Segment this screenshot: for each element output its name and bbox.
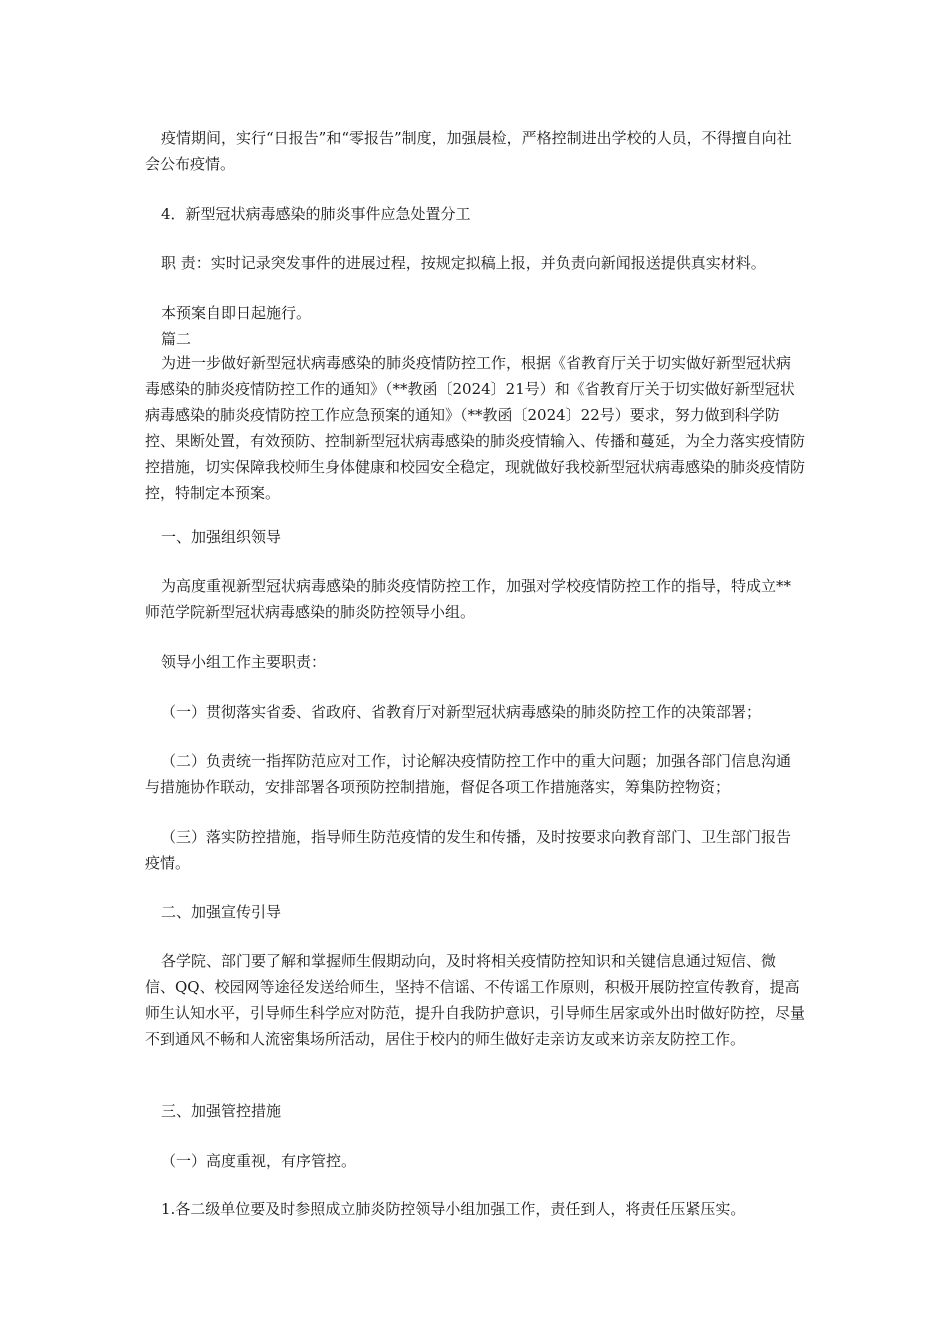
paragraph-orderly-control: （一）高度重视，有序管控。 xyxy=(161,1152,357,1170)
paragraph-publicity: 各学院、部门要了解和掌握师生假期动向，及时将相关疫情防控知识和关键信息通过短信、微信、QQ、校园网等途径发送给师生，坚持不信谣、不传谣工作原则，积极开展防控宣传教育，提高师生认知水平，引导师生科学应对防范，提升自我防护意识，引导师生居家或外出时做好防控，尽量不到通风不畅和人流密集场所活动，居住于校内的师生做好走亲访友或来访亲友防控工作。 xyxy=(145,952,806,1048)
paragraph-responsibility: 职 责：实时记录突发事件的进展过程，按规定拟稿上报，并负责向新闻报送提供真实材料。 xyxy=(161,254,766,272)
paragraph-group-duties: 领导小组工作主要职责： xyxy=(161,653,327,671)
list-item-duty-2: （二）负责统一指挥防范应对工作，讨论解决疫情防控工作中的重大问题；加强各部门信息沟通与措施协作联动，安排部署各项预防控制措施，督促各项工作措施落实，筹集防控物资； xyxy=(145,752,792,796)
list-item-duty-3: （三）落实防控措施，指导师生防范疫情的发生和传播，及时按要求向教育部门、卫生部门报告疫情。 xyxy=(145,828,792,872)
section-title-part-two: 篇二 xyxy=(161,330,192,348)
list-item-duty-1: （一）贯彻落实省委、省政府、省教育厅对新型冠状病毒感染的肺炎防控工作的决策部署； xyxy=(161,703,762,721)
heading-emergency-division: 4．新型冠状病毒感染的肺炎事件应急处置分工 xyxy=(161,205,471,223)
paragraph-preamble: 为进一步做好新型冠状病毒感染的肺炎疫情防控工作，根据《省教育厅关于切实做好新型冠状病毒感染的肺炎疫情防控工作的通知》（**教函〔2024〕21号）和《省教育厅关于切实做好新型冠状病毒感染的肺炎疫情防控工作应急预案的通知》（**教函〔2024〕22号）要求，努力做到科学防控、果断处置，有效预防、控制新型冠状病毒感染的肺炎疫情输入、传播和蔓延，为全力落实疫情防控措施，切实保障我校师生身体健康和校园安全稳定，现就做好我校新型冠状病毒感染的肺炎疫情防控，特制定本预案。 xyxy=(145,354,806,502)
paragraph-effective-date: 本预案自即日起施行。 xyxy=(161,304,312,322)
heading-organization-leadership: 一、加强组织领导 xyxy=(161,528,282,546)
paragraph-unit-responsibility: 1.各二级单位要及时参照成立肺炎防控领导小组加强工作，责任到人，将责任压紧压实。 xyxy=(161,1200,746,1218)
heading-publicity-guidance: 二、加强宣传引导 xyxy=(161,903,282,921)
paragraph-leading-group: 为高度重视新型冠状病毒感染的肺炎疫情防控工作，加强对学校疫情防控工作的指导，特成立**师范学院新型冠状病毒感染的肺炎防控领导小组。 xyxy=(145,577,792,621)
paragraph-reporting-system: 疫情期间，实行“日报告”和“零报告”制度，加强晨检，严格控制进出学校的人员，不得擅自向社会公布疫情。 xyxy=(145,129,792,173)
heading-control-measures: 三、加强管控措施 xyxy=(161,1102,282,1120)
